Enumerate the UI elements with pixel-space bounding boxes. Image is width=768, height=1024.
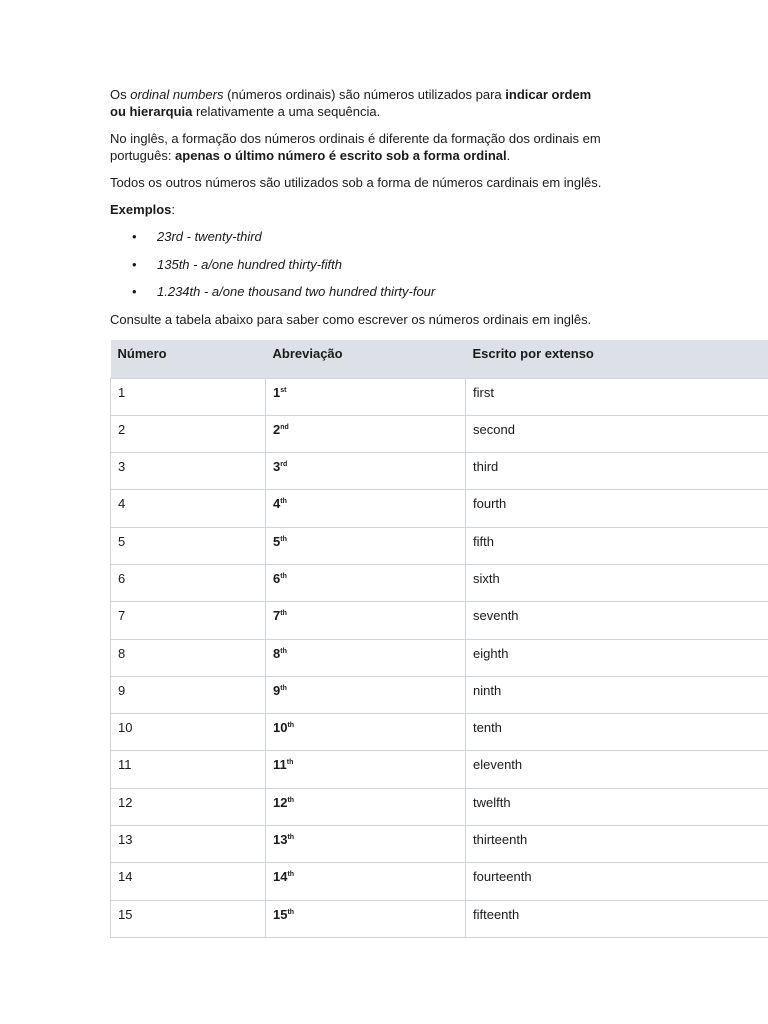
cell-written: fifteenth xyxy=(466,900,768,937)
abbreviation-number: 14 xyxy=(273,869,288,885)
abbreviation-number: 2 xyxy=(273,421,281,437)
examples-heading xyxy=(110,201,610,218)
ordinal-suffix: th xyxy=(280,535,287,543)
cell-number: 3 xyxy=(111,453,266,490)
abbreviation-number: 6 xyxy=(273,570,281,586)
abbreviation-number: 13 xyxy=(273,832,288,848)
cell-number: 13 xyxy=(111,826,266,863)
cell-abbreviation xyxy=(266,714,466,751)
cell-abbreviation xyxy=(266,378,466,415)
table-body xyxy=(111,378,768,937)
example-text: 1.234th - a/one thousand two hundred thirty-four xyxy=(157,284,436,299)
cell-number: 9 xyxy=(111,676,266,713)
cell-number: 7 xyxy=(111,602,266,639)
table-row xyxy=(111,900,768,937)
ordinal-suffix: th xyxy=(280,498,287,506)
cell-written: first xyxy=(466,378,768,415)
ordinal-suffix: th xyxy=(280,647,287,655)
cell-written: thirteenth xyxy=(466,826,768,863)
cell-written: third xyxy=(466,453,768,490)
cell-abbreviation xyxy=(266,639,466,676)
table-row xyxy=(111,788,768,825)
table-row xyxy=(111,415,768,452)
table-row xyxy=(111,602,768,639)
abbreviation-number: 5 xyxy=(273,533,281,549)
cell-written: seventh xyxy=(466,602,768,639)
table-row xyxy=(111,453,768,490)
cardinal-paragraph: Todos os outros números são utilizados sob a forma de números cardinais em inglês. xyxy=(110,175,602,190)
cell-number: 10 xyxy=(111,714,266,751)
cell-written: fourteenth xyxy=(466,863,768,900)
ordinal-suffix: th xyxy=(280,572,287,580)
cell-number: 8 xyxy=(111,639,266,676)
formation-paragraph xyxy=(110,130,610,164)
list-item xyxy=(110,228,768,245)
cell-written: fifth xyxy=(466,527,768,564)
example-text: 23rd - twenty-third xyxy=(157,229,262,244)
document-body xyxy=(110,86,768,338)
abbreviation-number: 8 xyxy=(273,645,281,661)
table-intro-paragraph: Consulte a tabela abaixo para saber como escrever os números ordinais em inglês. xyxy=(110,311,592,327)
abbreviation-number: 10 xyxy=(273,720,288,736)
cell-number: 5 xyxy=(111,527,266,564)
bold-phrase: apenas o último número é escrito sob a forma ordinal xyxy=(175,148,507,163)
table-row xyxy=(111,714,768,751)
text-run: (números ordinais) são números utilizados para xyxy=(223,87,506,102)
cell-number: 6 xyxy=(111,564,266,601)
column-header-number: Número xyxy=(111,340,266,378)
cell-abbreviation xyxy=(266,863,466,900)
cell-abbreviation xyxy=(266,415,466,452)
cell-abbreviation xyxy=(266,826,466,863)
cell-abbreviation xyxy=(266,900,466,937)
ordinal-suffix: nd xyxy=(280,423,289,431)
ordinal-suffix: th xyxy=(287,871,295,879)
cell-written: ninth xyxy=(466,676,768,713)
list-item xyxy=(110,256,768,273)
ordinal-suffix: th xyxy=(287,796,295,804)
cell-abbreviation xyxy=(266,564,466,601)
bold-phrase: indicar ordem ou hierarquia xyxy=(110,87,592,119)
ordinal-suffix: st xyxy=(280,386,287,394)
intro-paragraph xyxy=(110,86,610,120)
ordinal-suffix: th xyxy=(287,908,295,916)
cell-number: 4 xyxy=(111,490,266,527)
abbreviation-number: 12 xyxy=(273,794,288,810)
abbreviation-number: 1 xyxy=(273,384,281,400)
examples-list xyxy=(110,228,768,300)
table-row xyxy=(111,564,768,601)
cell-written: eighth xyxy=(466,639,768,676)
table-row xyxy=(111,639,768,676)
table-row xyxy=(111,378,768,415)
ordinal-suffix: th xyxy=(287,722,295,730)
cell-abbreviation xyxy=(266,490,466,527)
abbreviation-number: 3 xyxy=(273,459,281,475)
cell-abbreviation xyxy=(266,788,466,825)
table-row xyxy=(111,751,768,788)
cell-number: 2 xyxy=(111,415,266,452)
table-row xyxy=(111,826,768,863)
cell-number: 15 xyxy=(111,900,266,937)
abbreviation-number: 15 xyxy=(273,906,288,922)
table-row xyxy=(111,863,768,900)
cell-written: twelfth xyxy=(466,788,768,825)
cell-written: tenth xyxy=(466,714,768,751)
bullet-icon: • xyxy=(132,284,137,299)
abbreviation-number: 11 xyxy=(273,757,287,773)
bullet-icon: • xyxy=(132,256,137,272)
cell-number: 14 xyxy=(111,863,266,900)
table-row xyxy=(111,490,768,527)
text-run: . xyxy=(506,148,511,163)
text-run: : xyxy=(171,202,176,217)
ordinal-suffix: th xyxy=(280,684,287,692)
ordinal-suffix: th xyxy=(287,834,295,842)
abbreviation-number: 4 xyxy=(273,496,281,512)
bullet-icon: • xyxy=(132,229,137,244)
table-row xyxy=(111,676,768,713)
example-text: 135th - a/one hundred thirty-fifth xyxy=(157,256,343,272)
cell-number: 1 xyxy=(111,378,266,415)
ordinal-suffix: rd xyxy=(280,461,288,469)
text-run: No inglês, a formação dos números ordinais é diferente da formação dos ordinais em português: xyxy=(110,131,601,163)
cell-written: eleventh xyxy=(466,751,768,788)
cell-written: second xyxy=(466,415,768,452)
cell-abbreviation xyxy=(266,453,466,490)
italic-term: ordinal numbers xyxy=(130,87,224,102)
cell-written: fourth xyxy=(466,490,768,527)
text-run: Os xyxy=(110,87,131,102)
ordinal-suffix: th xyxy=(286,759,294,767)
cell-number: 12 xyxy=(111,788,266,825)
column-header-abbreviation: Abreviação xyxy=(266,340,466,378)
list-item xyxy=(110,283,768,300)
cell-written: sixth xyxy=(466,564,768,601)
table-row xyxy=(111,527,768,564)
cell-abbreviation xyxy=(266,602,466,639)
cell-number: 11 xyxy=(111,751,266,788)
ordinal-suffix: th xyxy=(280,610,287,618)
cell-abbreviation xyxy=(266,751,466,788)
abbreviation-number: 7 xyxy=(273,608,281,624)
cell-abbreviation xyxy=(266,676,466,713)
ordinals-table xyxy=(110,340,768,938)
abbreviation-number: 9 xyxy=(273,682,281,698)
column-header-written: Escrito por extenso xyxy=(466,340,768,378)
cell-abbreviation xyxy=(266,527,466,564)
examples-label: Exemplos xyxy=(110,202,172,217)
text-run: relativamente a uma sequência. xyxy=(192,104,381,119)
table-header-row xyxy=(111,340,768,378)
